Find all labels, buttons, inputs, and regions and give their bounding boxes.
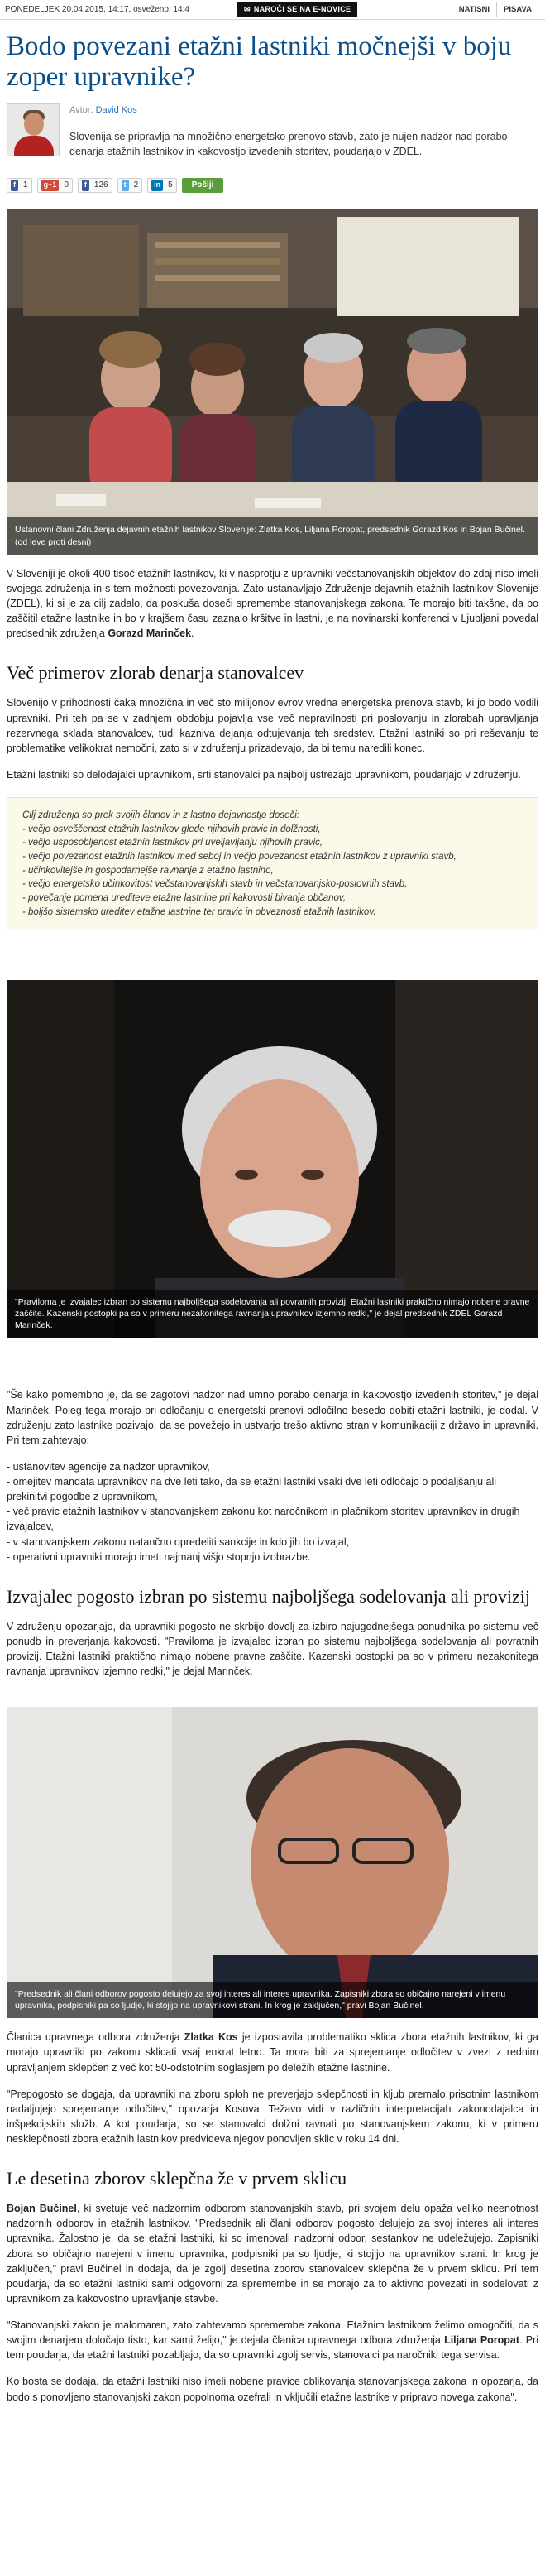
send-label: Pošlji bbox=[191, 180, 214, 190]
demands-list bbox=[7, 1459, 538, 1564]
paragraph: Bojan Bučinel, ki svetuje več nadzornim odborom stanovanjskih stavb, pri svojem delu opaža veliko neenotnost nadzornih odborov in etažnih lastnikov. "Predsednik ali člani odborov pogosto delujejo za svoj interes ali interes upravnika. Žalostno je, da se etažni lastniki, ki so imenovali nadzorni odbor, sestankov ne udeležujejo. Zapisniki zbora so običajno narejeni v imenu upravnika, podpisniki pa so ljudje, ki stojijo na upravnikov strani. In krog je zaključen," pravi Bučinel in dodaja, da je zgolj desetina zborov stanovalcev sklepčna že v prvem sklicu. Pri tem poudarja, da so etažni lastniki sami odgovorni za spremembe in se morajo za to aktivno povezati in sodelovati z upravnikom za kakovostno upravljanje stavbe. bbox=[7, 2203, 539, 2304]
list-item: - v stanovanjskem zakonu natančno opredeliti sankcije in kdo jih bo izvajal, bbox=[7, 1536, 350, 1548]
paragraph: Slovenijo v prihodnosti čaka množična in več sto milijonov evrov vredna energetska prenova stavb, ki jo bodo vodili upravniki. Pri teh pa se v zadnjem obdobju pojavlja vse več nepravilnosti pri poslovanju in zlorabah upravljanja rezervnega sklada stanovalcev, tudi kazniva dejanja odtujevanja teh sredstev. Etažni lastniki so pri reševanju te problematike velikokrat nemočni, zato si v združenju prizadevajo, da bi temu naredili konec. bbox=[7, 697, 538, 754]
envelope-icon: ✉ bbox=[244, 5, 251, 14]
share-linkedin-button[interactable] bbox=[147, 178, 177, 193]
share-bar bbox=[7, 177, 538, 194]
paragraph: V združenju opozarjajo, da upravniki pogosto ne skrbijo dovolj za izbiro najugodnejšega ponudnika po sistemu več ponudb in preverjanja kakovosti. "Praviloma je izvajalec izbran po sistemu najboljšega sodelovanja ali povratnih provizij. Etažni lastniki praktično nimajo nobene pravne zaščite. Kazenski postopki pa so v primeru nezakonitega ravnanja upravnikov izjemno redki," je dejal Marinček. bbox=[7, 1620, 538, 1678]
photo-founders-caption: Ustanovni člani Združenja dejavnih etažnih lastnikov Slovenije: Zlatka Kos, Liljana Poropat, predsednik Gorazd Kos in Bojan Bučinel. (od leve proti desni) bbox=[7, 517, 538, 554]
share-f-button[interactable] bbox=[7, 178, 32, 193]
box-line: - povečanje pomena urediteve etažne lastnine pri kakovosti bivanja občanov, bbox=[22, 893, 347, 904]
author-avatar bbox=[7, 103, 60, 156]
share-fb-button[interactable] bbox=[78, 178, 112, 193]
person-name: Zlatka Kos bbox=[184, 2031, 238, 2044]
send-button[interactable] bbox=[182, 178, 224, 193]
share-gplus-count: 0 bbox=[64, 180, 69, 190]
share-linkedin-count: 5 bbox=[168, 180, 173, 190]
photo-marincek bbox=[7, 980, 538, 1338]
author-prefix: Avtor: bbox=[69, 105, 93, 115]
share-f-count: 1 bbox=[23, 180, 28, 190]
box-line: Cilj združenja so prek svojih članov in z lastno dejavnostjo doseči: bbox=[22, 810, 299, 820]
newsletter-button[interactable] bbox=[237, 2, 357, 17]
list-item: - operativni upravniki morajo imeti najmanj višjo stopnjo izobrazbe. bbox=[7, 1550, 311, 1563]
photo-marincek-caption: "Praviloma je izvajalec izbran po sistemu najboljšega sodelovanja ali povratnih provizij. Etažni lastniki praktično nimajo nobene pravne zaščite. Kazenski postopki pa so v primeru nezakonitega ravnanja upravnikov izjemno redki," je dejal predsednik ZDEL Gorazd Marinček. bbox=[7, 1290, 538, 1338]
article-lead: Slovenija se pripravlja na množično energetsko prenovo stavb, zato je nujen nadzor nad porabo denarja etažnih lastnikov in kakovostjo izvedenih storitev, poudarjajo v ZDEL. bbox=[69, 130, 508, 157]
box-line: - večjo povezanost etažnih lastnikov med seboj in večjo povezanost etažnih lastnikov z upravniki stavb, bbox=[22, 852, 457, 863]
author-line bbox=[69, 103, 538, 118]
box-line: - večjo usposobljenost etažnih lastnikov pri uveljavljanju njihovih pravic, bbox=[22, 838, 323, 848]
newsletter-label: NAROČI SE NA E-NOVICE bbox=[253, 5, 351, 14]
share-gplus-button[interactable] bbox=[37, 178, 73, 193]
share-fb-count: 126 bbox=[93, 180, 108, 190]
list-item: - ustanovitev agencije za nadzor upravnikov, bbox=[7, 1460, 210, 1473]
article-title: Bodo povezani etažni lastniki močnejši v boju zoper upravnike? bbox=[7, 31, 512, 92]
person-name: Liljana Poropat bbox=[444, 2334, 520, 2347]
author-link[interactable]: David Kos bbox=[95, 105, 137, 115]
article bbox=[0, 31, 545, 2405]
paragraph: Ko bosta se dodaja, da etažni lastniki niso imeli nobene pravice oblikovanja stanovanjskega zakona in opozarja, da bodo s ponovljeno stanovanjski zakon popolnoma ozefrali in vključili etažne lastnike v pripravo novega zakona". bbox=[7, 2376, 538, 2403]
list-item: - omejitev mandata upravnikov na dve leti tako, da se etažni lastniki vsaki dve leti odločajo o podaljšanju ali prekinitvi pogodbe z upravnikom, bbox=[7, 1476, 496, 1503]
toolbar-tabs bbox=[452, 2, 538, 17]
print-button[interactable]: NATISNI bbox=[458, 5, 490, 14]
paragraph: Etažni lastniki so delodajalci upravnikom, srti stanovalci pa najbolj ustrezajo upravnikom, poudarjajo v združenju. bbox=[7, 768, 521, 781]
paragraph: V Sloveniji je okoli 400 tisoč etažnih lastnikov, ki v nasprotju z upravniki večstanovanjskih objektov do zdaj niso imeli svojega združenja in s tem možnosti povezovanja. Zato ustanavljajo Združenje dejavnih etažnih lastnikov Slovenije (ZDEL), ki si je za cilj zadalo, da poskuša doseči spremembe stanovanjskega zakona. Te morajo biti takšne, da bo zaščitil etažne lastnike in bo v krajšem času zaznalo kršitve in lastni, je na novinarski konferenci v Ljubljani povedal predsednik združenja Gorazd Marinček. bbox=[7, 567, 538, 640]
linkedin-icon: in bbox=[151, 180, 163, 191]
date-line: PONEDELJEK 20.04.2015, 14:17, osveženo: 14:4 bbox=[5, 5, 189, 14]
list-item: - več pravic etažnih lastnikov v stanovanjskem zakonu kot naročnikom in plačnikom storitev upravnikov in drugih izvajalcev, bbox=[7, 1506, 520, 1533]
photo-founders bbox=[7, 209, 538, 555]
paragraph: "Stanovanjski zakon je malomaren, zato zahtevamo spremembe zakona. Etažnim lastnikom želimo omogočiti, da s svojim denarjem določajo tisto, kar sami želijo," je dejala članica upravnega odbora združenja Liljana Poropat. Pri tem poudarja, da etažni lastniki pozabljajo, da so upravniki zgolj servis, stanovalci pa naročniki tega servisa. bbox=[7, 2319, 538, 2362]
author-box bbox=[7, 103, 538, 159]
box-line: - večjo osveščenost etažnih lastnikov glede njihovih pravic in dolžnosti, bbox=[22, 824, 321, 834]
photo-bucinel bbox=[7, 1707, 538, 2018]
font-size-button[interactable]: PISAVA bbox=[496, 2, 538, 17]
share-twitter-button[interactable] bbox=[117, 178, 143, 193]
section-heading: Več primerov zlorab denarja stanovalcev bbox=[7, 662, 304, 684]
paragraph: "Še kako pomembno je, da se zagotovi nadzor nad umno porabo denarja in kakovostjo izvedenih storitev," je dejal Marinček. Poleg tega morajo pri odločanju o energetski prenovi odločilno besedo dobiti etažni lastniki, je dodal. V združenju zato lastnike pozivajo, da se povežejo in ustvarjo trešo aktivno stran v komunikaciji z državo in upravniki. Pri tem zahtevajo: bbox=[7, 1389, 538, 1446]
paragraph: "Prepogosto se dogaja, da upravniki na zboru sploh ne preverjajo sklepčnosti in kljub premalo prisotnim lastnikom nadaljujejo sprejemanje odločitev," opozarja Kosova. Težavo vidi v različnih interpretacijah zakonodajalca in inšpekcijskih služb. A kot poudarja, so se stanovalci dolžni ravnati po stanovanjskem zakonu, ki v primeru nesklepčnosti zbora etažnih lastnikov predvideva njegov ponovljen sklic v roku 14 dni. bbox=[7, 2088, 538, 2145]
section-heading: Izvajalec pogosto izbran po sistemu najboljšega sodelovanja ali provizij bbox=[7, 1585, 530, 1607]
photo-bucinel-image bbox=[7, 1707, 538, 2018]
facebook-icon: f bbox=[11, 180, 18, 191]
facebook-icon: f bbox=[82, 180, 89, 191]
share-twitter-count: 2 bbox=[133, 180, 139, 190]
photo-founders-image bbox=[7, 209, 538, 555]
person-name: Gorazd Marinček bbox=[108, 627, 192, 640]
photo-marincek-image bbox=[7, 980, 538, 1338]
twitter-icon: t bbox=[122, 180, 129, 191]
gplus-icon: g+1 bbox=[41, 180, 60, 191]
photo-bucinel-caption: "Predsednik ali člani odborov pogosto delujejo za svoj interes ali interes upravnika. Zapisniki zbora so običajno narejeni v imenu upravnika, podpisniki pa so ljudje, ki stojijo na upravnikovi strani. In krog je zaključen," pravi Bojan Bučinel. bbox=[7, 1982, 538, 2018]
top-bar bbox=[0, 0, 545, 20]
box-line: - učinkovitejše in gospodarnejše ravnanje z etažno lastnino, bbox=[22, 865, 274, 876]
goals-box bbox=[7, 797, 538, 930]
person-name: Bojan Bučinel bbox=[7, 2203, 77, 2215]
section-heading: Le desetina zborov sklepčna že v prvem sklicu bbox=[7, 2168, 347, 2189]
article-body bbox=[7, 566, 538, 2405]
paragraph: Članica upravnega odbora združenja Zlatka Kos je izpostavila problematiko sklica zbora etažnih lastnikov, ki ga morajo upravniki po zakonu sklicati vsaj enkrat letno. Ta mora biti za sprejemanje odločitev v zvezi z rednim upravljanjem sklepčen z več kot 50-odstotnim soglasjem po deležih etažne lastnine. bbox=[7, 2031, 538, 2074]
box-line: - večjo energetsko učinkovitost večstanovanjskih stavb in večstanovanjsko-poslovnih stavb, bbox=[22, 879, 408, 890]
box-line: - boljšo sistemsko ureditev etažne lastnine ter pravic in obveznosti etažnih lastnikov. bbox=[22, 906, 376, 917]
